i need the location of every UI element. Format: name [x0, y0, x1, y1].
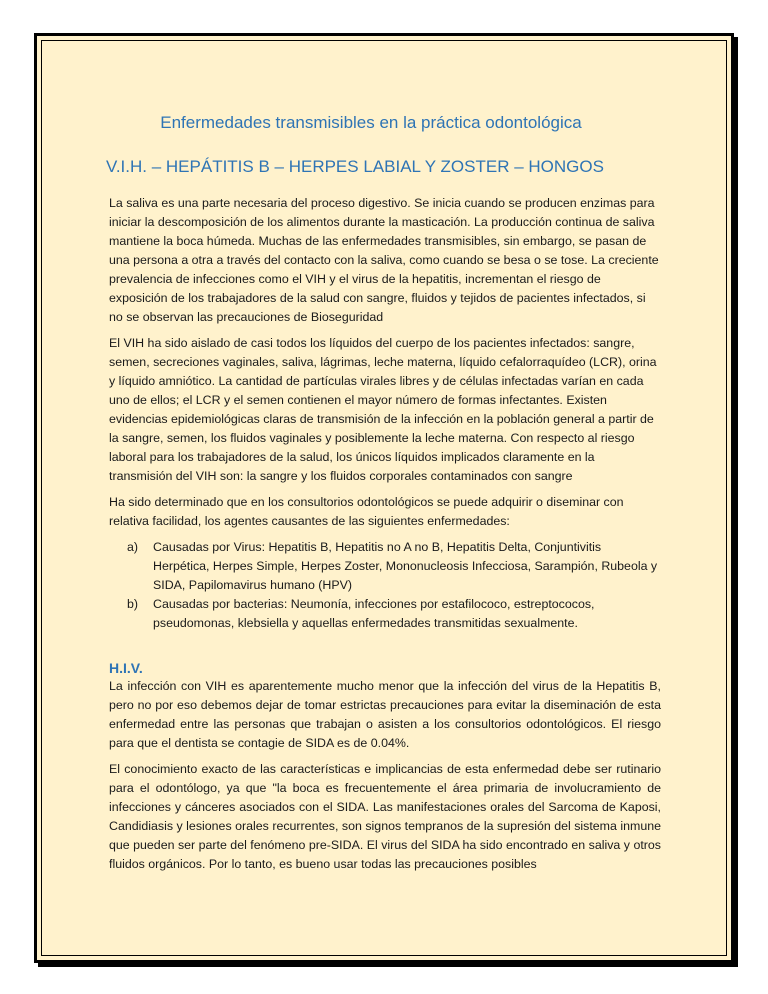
document-body: [106, 100, 661, 881]
list-item: [127, 595, 661, 633]
paragraph-hiv-risk: La infección con VIH es aparentemente mucho menor que la infección del virus de la Hepatitis B, pero no por eso debemos dejar de tomar estrictas precauciones para evitar la diseminación de esta enfermedad entre las personas que trabajan o asisten a los consultorios odontológicos. El riesgo para que el dentista se contagie de SIDA es de 0.04%.: [109, 679, 661, 750]
hiv-section-heading: H.I.V.: [109, 660, 143, 676]
document-page: [34, 33, 734, 963]
document-title: Enfermedades transmisibles en la práctica odontológica: [160, 113, 582, 132]
paragraph-vih-fluids: El VIH ha sido aislado de casi todos los líquidos del cuerpo de los pacientes infectados: sangre, semen, secreciones vaginales, saliva, lágrimas, leche materna, líquido cefalorraquídeo (LCR), orina y líquido amniótico. La cantidad de partículas virales libres y de células infectadas varían en cada uno de ellos; el LCR y el semen contienen el mayor número de formas infectantes. Existen evidencias epidemiológicas claras de transmisión de la infección en la población general a partir de la sangre, semen, los fluidos vaginales y posiblemente la leche materna. Con respecto al riesgo laboral para los trabajadores de la salud, los únicos líquidos implicados claramente en la transmisión del VIH son: la sangre y los fluidos corporales contaminados con sangre: [109, 336, 657, 483]
list-item-text: Causadas por bacterias: Neumonía, infecciones por estafilococo, estreptococos, pseudomonas, klebsiella y aquellas enfermedades transmitidas sexualmente.: [153, 597, 595, 630]
list-item-text: Causadas por Virus: Hepatitis B, Hepatitis no A no B, Hepatitis Delta, Conjuntivitis Herpética, Herpes Simple, Herpes Zoster, Mononucleosis Infecciosa, Sarampión, Rubeola y SIDA, Papilomavirus humano (HPV): [153, 540, 658, 592]
list-item: [127, 538, 661, 595]
list-marker: b): [127, 597, 139, 611]
document-subtitle: V.I.H. – HEPÁTITIS B – HERPES LABIAL Y ZOSTER – HONGOS: [106, 157, 604, 176]
paragraph-consultorios: Ha sido determinado que en los consultorios odontológicos se puede adquirir o diseminar con relativa facilidad, los agentes causantes de las siguientes enfermedades:: [109, 495, 624, 528]
paragraph-hiv-knowledge: El conocimiento exacto de las características e implicancias de esta enfermedad debe ser rutinario para el odontólogo, ya que "la boca es frecuentemente el área primaria de involucramiento de infecciones y cánceres asociados con el SIDA. Las manifestaciones orales del Sarcoma de Kaposi, Candidiasis y lesiones orales recurrentes, son signos tempranos de la supresión del sistema inmune que pueden ser parte del fenómeno pre-SIDA. El virus del SIDA ha sido encontrado en saliva y otros fluidos orgánicos. Por lo tanto, es bueno usar todas las precauciones posibles: [109, 762, 661, 871]
list-marker: a): [127, 540, 139, 554]
disease-list: [109, 538, 661, 633]
paragraph-saliva: La saliva es una parte necesaria del proceso digestivo. Se inicia cuando se producen enzimas para iniciar la descomposición de los alimentos durante la masticación. La producción continua de saliva mantiene la boca húmeda. Muchas de las enfermedades transmisibles, sin embargo, se pasan de una persona a otra a través del contacto con la saliva, como cuando se besa o se tose. La creciente prevalencia de infecciones como el VIH y el virus de la hepatitis, incrementan el riesgo de exposición de los trabajadores de la salud con sangre, fluidos y tejidos de pacientes infectados, si no se observan las precauciones de Bioseguridad: [109, 196, 659, 324]
